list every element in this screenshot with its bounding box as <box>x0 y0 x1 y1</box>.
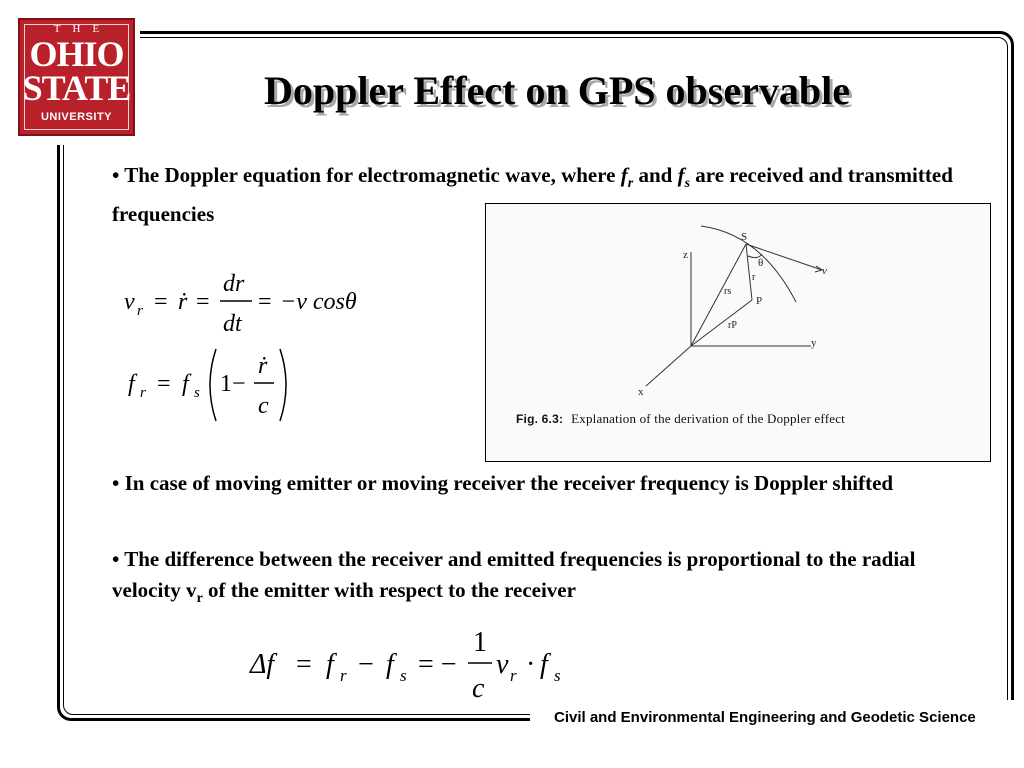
eq2-f: f <box>128 371 135 397</box>
bullet-3-suffix: of the emitter with respect to the receiver <box>208 578 576 602</box>
vector-rs <box>691 244 746 346</box>
eq3-fr-sub: r <box>340 666 347 685</box>
figure-caption-label: Fig. 6.3: <box>516 412 564 426</box>
eq3-fs2: f <box>540 649 548 680</box>
eq2-f-sub: r <box>140 385 146 401</box>
eq1-equals-2: = <box>196 289 210 315</box>
eq3-fs: f <box>386 649 394 680</box>
bullet-1-suffix: are received and transmitted frequencies <box>112 163 953 226</box>
eq3-c: c <box>472 673 485 704</box>
eq3-v: v <box>496 649 509 680</box>
fr-symbol: f <box>620 163 628 187</box>
label-y: y <box>811 337 817 349</box>
eq1-v-sub: r <box>137 303 143 319</box>
label-x: x <box>638 386 644 398</box>
label-z: z <box>683 249 688 261</box>
label-s: S <box>741 231 748 243</box>
bullet-1-prefix: • The Doppler equation for electromagnetic wave, where <box>112 163 616 187</box>
eq2-c: c <box>258 393 269 419</box>
label-v: v <box>822 265 827 277</box>
eq3-one: 1 <box>473 627 487 658</box>
logo-text-university: UNIVERSITY <box>40 111 112 123</box>
fs-symbol: f <box>677 163 685 187</box>
bullet-radial-velocity <box>112 544 972 614</box>
eq1-v: v <box>124 289 135 315</box>
doppler-geometry-diagram <box>486 204 990 404</box>
equation-2-svg <box>124 343 324 427</box>
footer-department: Civil and Environmental Engineering and Geodetic Science <box>554 709 976 726</box>
bullet-3-prefix: • The difference between the receiver and emitted frequencies is proportional to the radial velocity v <box>112 547 916 602</box>
eq1-equals-3: = <box>258 289 272 315</box>
bullet-3-subscript: r <box>196 591 203 606</box>
eq1-equals-1: = <box>154 289 168 315</box>
eq3-equals-2: = − <box>418 649 457 680</box>
logo-text-state: STATE <box>22 68 131 108</box>
equation-3-svg <box>248 625 588 707</box>
eq2-fs-sub: s <box>194 385 200 401</box>
x-axis <box>646 346 691 386</box>
equation-received-frequency <box>124 343 324 432</box>
eq2-right-paren <box>280 349 286 421</box>
equation-radial-velocity <box>120 265 380 342</box>
eq1-rhs: −v cosθ <box>280 289 357 315</box>
eq2-one-minus: 1− <box>220 371 246 397</box>
eq2-left-paren <box>210 349 216 421</box>
eq3-v-sub: r <box>510 666 517 685</box>
figure-caption-text: Explanation of the derivation of the Doppler effect <box>571 411 845 426</box>
logo-text-ohio: OHIO <box>29 34 124 74</box>
eq2-equals: = <box>157 371 171 397</box>
ohio-state-logo <box>18 18 135 136</box>
equation-1-svg <box>120 265 380 337</box>
eq3-fs-sub: s <box>400 666 407 685</box>
fr-subscript: r <box>627 176 634 191</box>
label-rs: rs <box>724 286 732 297</box>
eq2-rdot: ṙ <box>258 353 268 379</box>
logo-text-the: THE <box>53 23 112 35</box>
fs-subscript: s <box>684 176 691 191</box>
bullet-doppler-shift: • In case of moving emitter or moving receiver the receiver frequency is Doppler shifted <box>112 471 894 495</box>
eq3-dot: · <box>526 649 536 680</box>
eq1-dt: dt <box>223 311 242 337</box>
eq3-fr: f <box>326 649 334 680</box>
label-p: P <box>756 295 763 307</box>
eq3-equals-1: = <box>296 649 312 680</box>
figure-caption <box>516 411 845 427</box>
eq3-minus: − <box>358 649 374 680</box>
equation-frequency-difference <box>248 625 588 712</box>
eq3-fs2-sub: s <box>554 666 561 685</box>
eq1-rdot: ṙ <box>178 289 188 315</box>
doppler-figure <box>485 203 991 462</box>
label-rp: rP <box>728 320 737 331</box>
label-r: r <box>752 272 756 283</box>
slide-title: Doppler Effect on GPS observable <box>264 68 850 113</box>
label-theta: θ <box>758 257 764 269</box>
eq3-delta-f: Δf <box>250 649 275 680</box>
eq2-fs: f <box>182 371 189 397</box>
vector-rp <box>691 300 752 346</box>
eq1-dr: dr <box>223 271 245 297</box>
bullet-1-and: and <box>638 163 673 187</box>
